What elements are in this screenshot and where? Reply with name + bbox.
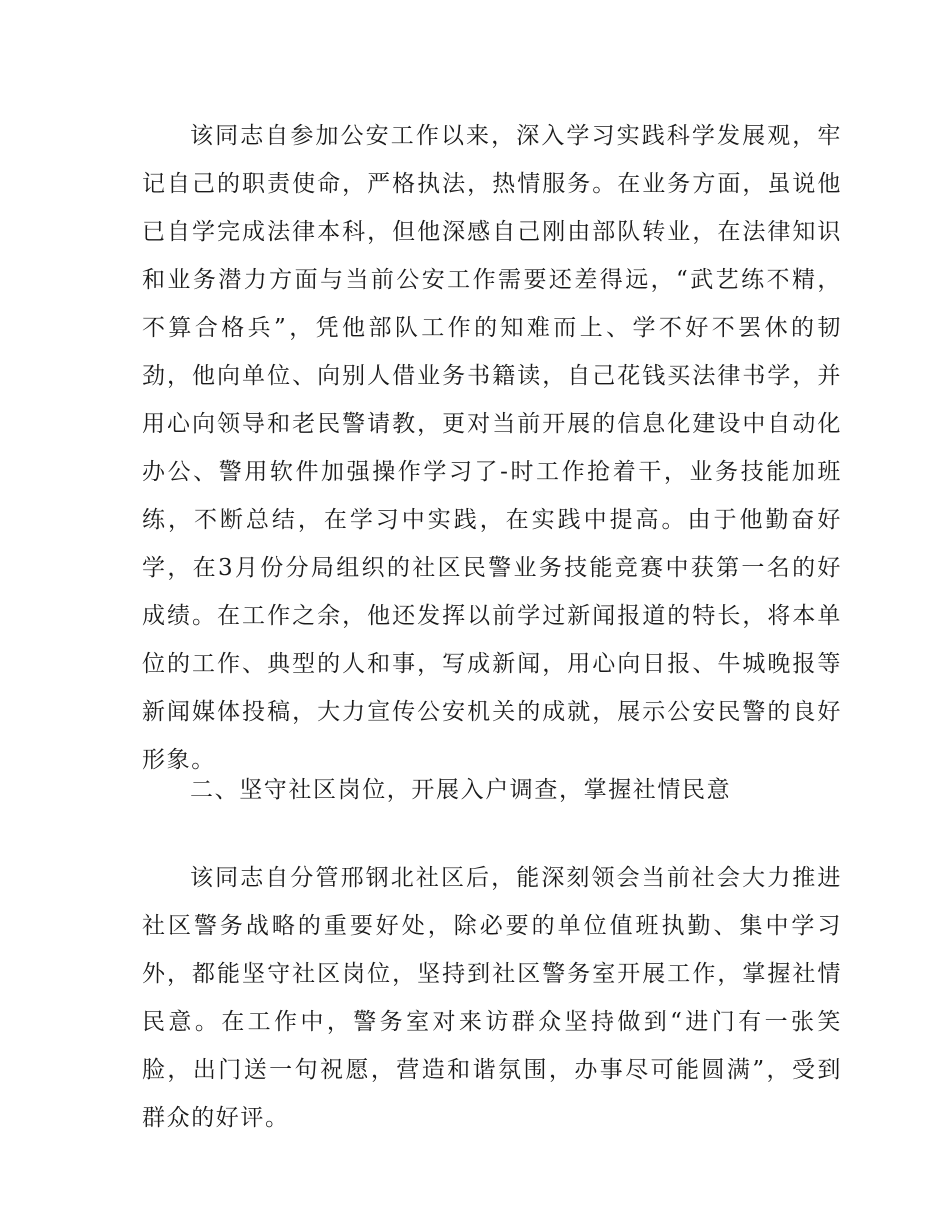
body-paragraph: 该同志自分管邢钢北社区后，能深刻领会当前社会大力推进社区警务战略的重要好处，除必要的单位值班执勤、集中学习外，都能坚守社区岗位，坚持到社区警务室开展工作，掌握社情民意。在工作中，警务室对来访群众坚持做到“进门有一张笑脸，出门送一句祝愿，营造和谐氛围，办事尽可能圆满”，受到群众的好评。 [142, 865, 842, 1131]
body-paragraph: 该同志自参加公安工作以来，深入学习实践科学发展观，牢记自己的职责使命，严格执法，热情服务。在业务方面，虽说他已自学完成法律本科，但他深感自己刚由部队转业，在法律知识和业务潜力方面与当前公安工作需要还差得远，“武艺练不精，不算合格兵”，凭他部队工作的知难而上、学不好不罢休的韧劲，他向单位、向别人借业务书籍读，自己花钱买法律书学，并用心向领导和老民警请教，更对当前开展的信息化建设中自动化办公、警用软件加强操作学习了-时工作抢着干，业务技能加班练，不断总结，在学习中实践，在实践中提高。由于他勤奋好学，在3月份分局组织的社区民警业务技能竞赛中获第一名的好成绩。在工作之余，他还发挥以前学过新闻报道的特长，将本单位的工作、典型的人和事，写成新闻，用心向日报、牛城晚报等新闻媒体投稿，大力宣传公安机关的成就，展示公安民警的良好形象。 [142, 123, 842, 773]
section-heading: 二、坚守社区岗位，开展入户调查，掌握社情民意 [190, 777, 732, 803]
